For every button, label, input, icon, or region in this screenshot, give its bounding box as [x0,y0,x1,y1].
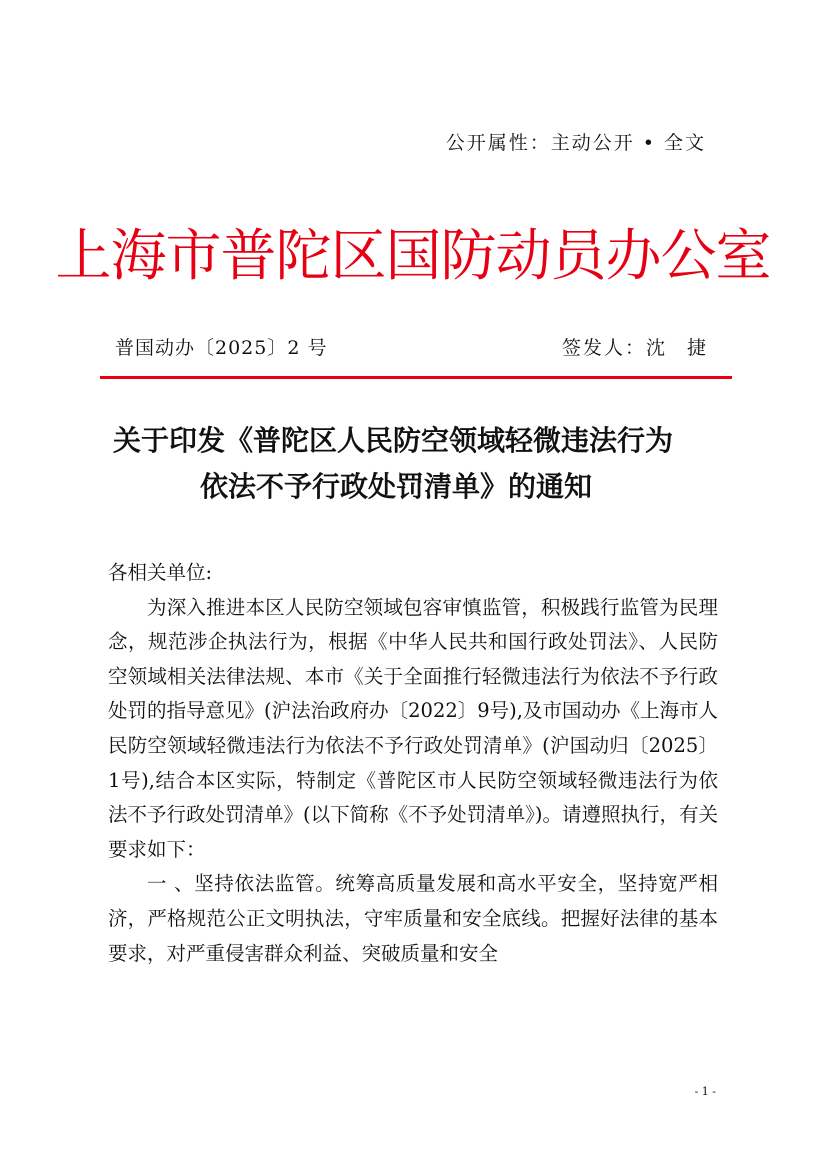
notice-title-line-2: 依法不予行政处罚清单》的通知 [200,470,593,503]
signer-label: 签发人： [561,337,646,359]
notice-title-line-1: 关于印发《普陀区人民防空领域轻微违法行为 [113,424,674,457]
red-separator-line [100,376,732,379]
body-paragraph-1: 为深入推进本区人民防空领域包容审慎监管，积极践行监管为民理念，规范涉企执法行为，根据《中华人民共和国行政处罚法》、人民防空领域相关法律法规、本市《关于全面推行轻微违法行为依法不予行政处罚的指导意见》(沪法治政府办〔2022〕9号),及市国动办《上海市人民防空领域轻微违法行为依法不予行政处罚清单》(沪国动归〔2025〕1号),结合本区实际，特制定《普陀区市人民防空领域轻微违法行为依法不予行政处罚清单》(以下简称《不予处罚清单》)。请遵照执行，有关要求如下： [108,595,718,861]
salutation: 各相关单位: [108,561,213,584]
signer-line [562,333,714,360]
document-number: 普国动办〔2025〕2 号 [115,337,328,359]
page-number: - 1 - [694,1085,716,1098]
signer-name: 沈 捷 [645,337,714,359]
notice-title [0,418,826,510]
document-body [108,556,718,971]
body-paragraph-2: 一 、坚持依法监管。统筹高质量发展和高水平安全，坚持宽严相济，严格规范公正文明执法，守牢质量和安全底线。把握好法律的基本要求，对严重侵害群众利益、突破质量和安全 [108,872,718,965]
issuing-organization-title: 上海市普陀区国防动员办公室 [55,224,771,289]
disclosure-attribute: 公开属性：主动公开 • 全文 [445,132,706,154]
